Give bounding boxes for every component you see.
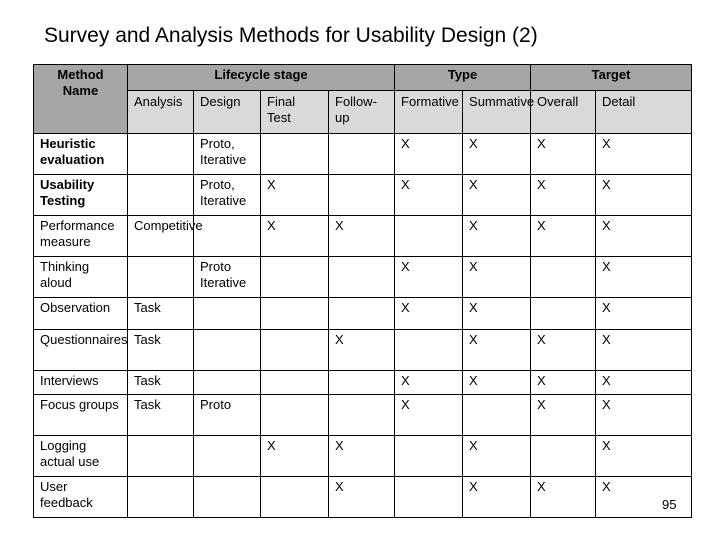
table-cell	[194, 298, 261, 330]
table-cell	[329, 175, 395, 216]
header-detail: Detail	[596, 91, 692, 134]
table-cell	[261, 134, 329, 175]
table-cell: X	[463, 216, 531, 257]
table-cell	[194, 477, 261, 518]
table-cell	[531, 257, 596, 298]
table-cell: X	[596, 298, 692, 330]
header-lifecycle: Lifecycle stage	[128, 65, 395, 91]
header-summative: Summative	[463, 91, 531, 134]
table-cell: X	[531, 134, 596, 175]
table-cell: X	[463, 134, 531, 175]
table-cell	[128, 175, 194, 216]
header-design: Design	[194, 91, 261, 134]
header-formative: Formative	[395, 91, 463, 134]
table-cell: Proto Iterative	[194, 257, 261, 298]
table-cell: X	[531, 175, 596, 216]
method-name-cell: Logging actual use	[34, 436, 128, 477]
table-row	[34, 298, 692, 330]
method-name-cell: Performance measure	[34, 216, 128, 257]
header-type: Type	[395, 65, 531, 91]
table-cell: X	[395, 298, 463, 330]
table-cell	[194, 371, 261, 395]
methods-table	[33, 64, 692, 518]
table-cell: X	[531, 330, 596, 371]
table-cell: X	[596, 175, 692, 216]
table-cell: Task	[128, 298, 194, 330]
table-cell	[261, 371, 329, 395]
header-analysis: Analysis	[128, 91, 194, 134]
table-cell: X	[395, 371, 463, 395]
table-cell: Task	[128, 395, 194, 436]
table-cell: X	[531, 395, 596, 436]
table-cell: Proto, Iterative	[194, 134, 261, 175]
table-cell: Task	[128, 330, 194, 371]
table-cell: X	[395, 395, 463, 436]
header-final-test: Final Test	[261, 91, 329, 134]
table-cell: X	[463, 330, 531, 371]
table-cell: X	[261, 436, 329, 477]
table-cell	[395, 216, 463, 257]
table-cell	[395, 330, 463, 371]
table-cell	[261, 298, 329, 330]
table-cell	[261, 477, 329, 518]
table-cell	[128, 257, 194, 298]
table-row	[34, 371, 692, 395]
page-number: 95	[662, 497, 677, 512]
table-cell: X	[463, 175, 531, 216]
table-cell: X	[531, 216, 596, 257]
table-cell: Proto	[194, 395, 261, 436]
method-name-cell: Usability Testing	[34, 175, 128, 216]
table-cell: X	[329, 330, 395, 371]
table-cell	[531, 436, 596, 477]
table-cell: X	[463, 298, 531, 330]
table-cell	[329, 371, 395, 395]
method-name-cell: Heuristic evaluation	[34, 134, 128, 175]
method-name-cell: Focus groups	[34, 395, 128, 436]
table-cell: X	[596, 257, 692, 298]
table-row	[34, 175, 692, 216]
table-cell	[128, 436, 194, 477]
header-overall: Overall	[531, 91, 596, 134]
table-cell: X	[329, 436, 395, 477]
table-row	[34, 257, 692, 298]
table-cell: X	[596, 371, 692, 395]
table-cell: Task	[128, 371, 194, 395]
page-title: Survey and Analysis Methods for Usability Design (2)	[44, 24, 538, 47]
header-target: Target	[531, 65, 692, 91]
table-row	[34, 330, 692, 371]
table-row	[34, 477, 692, 518]
table-row	[34, 216, 692, 257]
table-cell	[329, 298, 395, 330]
table-cell: Competitive	[128, 216, 194, 257]
table-cell: X	[329, 216, 395, 257]
table-cell: X	[596, 134, 692, 175]
table-cell: X	[596, 395, 692, 436]
table-cell: X	[531, 477, 596, 518]
method-name-cell: Interviews	[34, 371, 128, 395]
table-cell	[395, 436, 463, 477]
table-cell: X	[261, 175, 329, 216]
table-cell	[329, 257, 395, 298]
table-cell: X	[463, 436, 531, 477]
table-cell	[194, 330, 261, 371]
table-cell	[261, 330, 329, 371]
table-cell	[128, 477, 194, 518]
table-cell: X	[395, 257, 463, 298]
table-cell	[194, 216, 261, 257]
table-body	[34, 134, 692, 518]
header-follow-up: Follow-up	[329, 91, 395, 134]
table-cell	[329, 395, 395, 436]
table-cell: Proto, Iterative	[194, 175, 261, 216]
table-cell	[395, 477, 463, 518]
method-name-cell: Thinking aloud	[34, 257, 128, 298]
table-cell: X	[596, 436, 692, 477]
table-cell: X	[463, 477, 531, 518]
table-cell	[261, 395, 329, 436]
method-name-cell: Observation	[34, 298, 128, 330]
table-row	[34, 395, 692, 436]
table-cell	[329, 134, 395, 175]
table-cell	[463, 395, 531, 436]
table-cell: X	[463, 371, 531, 395]
table-row	[34, 436, 692, 477]
table-cell: X	[463, 257, 531, 298]
table-cell: X	[395, 175, 463, 216]
table-cell	[128, 134, 194, 175]
table-cell: X	[596, 216, 692, 257]
table-cell	[531, 298, 596, 330]
table-cell: X	[395, 134, 463, 175]
table-cell	[261, 257, 329, 298]
method-name-cell: User feedback	[34, 477, 128, 518]
table-cell: X	[261, 216, 329, 257]
header-row-groups	[34, 65, 692, 91]
table-cell: X	[596, 330, 692, 371]
table-cell: X	[329, 477, 395, 518]
header-method-name: Method Name	[34, 65, 128, 134]
table-cell: X	[531, 371, 596, 395]
table-cell: X	[596, 477, 692, 518]
method-name-cell: Questionnaires	[34, 330, 128, 371]
table-row	[34, 134, 692, 175]
header-row-sub	[34, 91, 692, 134]
table-cell	[194, 436, 261, 477]
